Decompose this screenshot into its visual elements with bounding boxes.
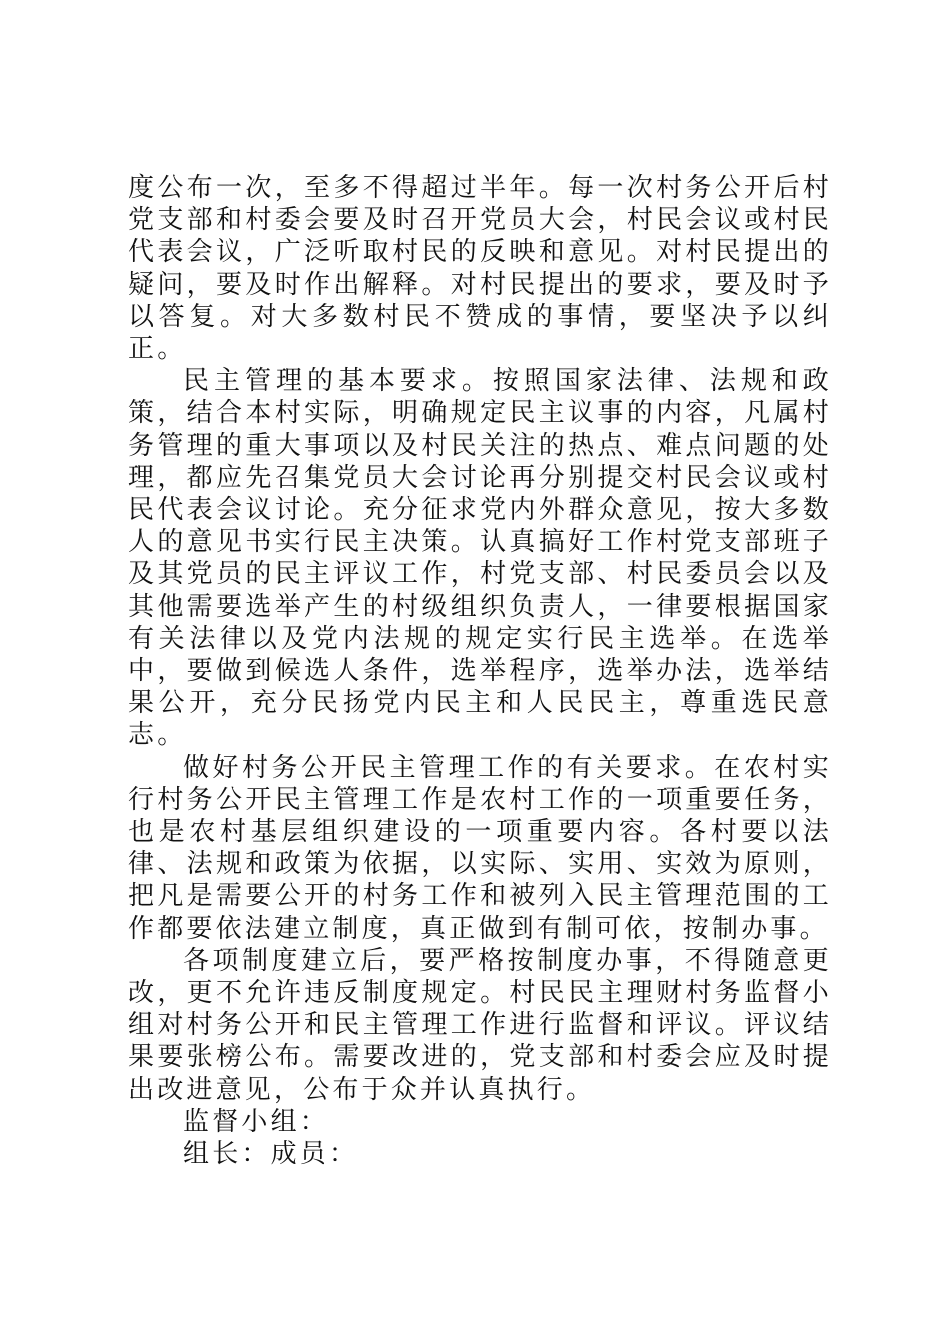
paragraph-3: 做好村务公开民主管理工作的有关要求。在农村实行村务公开民主管理工作是农村工作的一项重要任务，也是农村基层组织建设的一项重要内容。各村要以法律、法规和政策为依据，以实际、实用、实效为原则，把凡是需要公开的村务工作和被列入民主管理范围的工作都要依法建立制度，真正做到有制可依，按制办事。 [128,752,832,944]
document-page [128,172,832,1170]
supervision-group-label: 监督小组： [183,1106,330,1137]
leader-members-label: 组长：成员： [183,1139,359,1170]
paragraph-1: 度公布一次，至多不得超过半年。每一次村务公开后村党支部和村委会要及时召开党员大会，村民会议或村民代表会议，广泛听取村民的反映和意见。对村民提出的疑问，要及时作出解释。对村民提出的要求，要及时予以答复。对大多数村民不赞成的事情，要坚决予以纠正。 [128,173,832,365]
paragraph-4: 各项制度建立后，要严格按制度办事，不得随意更改，更不允许违反制度规定。村民民主理财村务监督小组对村务公开和民主管理工作进行监督和评议。评议结果要张榜公布。需要改进的，党支部和村委会应及时提出改进意见，公布于众并认真执行。 [128,945,832,1105]
paragraph-2: 民主管理的基本要求。按照国家法律、法规和政策，结合本村实际，明确规定民主议事的内容，凡属村务管理的重大事项以及村民关注的热点、难点问题的处理，都应先召集党员大会讨论再分别提交村民会议或村民代表会议讨论。充分征求党内外群众意见，按大多数人的意见书实行民主决策。认真搞好工作村党支部班子及其党员的民主评议工作，村党支部、村民委员会以及其他需要选举产生的村级组织负责人，一律要根据国家有关法律以及党内法规的规定实行民主选举。在选举中，要做到候选人条件，选举程序，选举办法，选举结果公开，充分民扬党内民主和人民民主，尊重选民意志。 [128,366,832,751]
